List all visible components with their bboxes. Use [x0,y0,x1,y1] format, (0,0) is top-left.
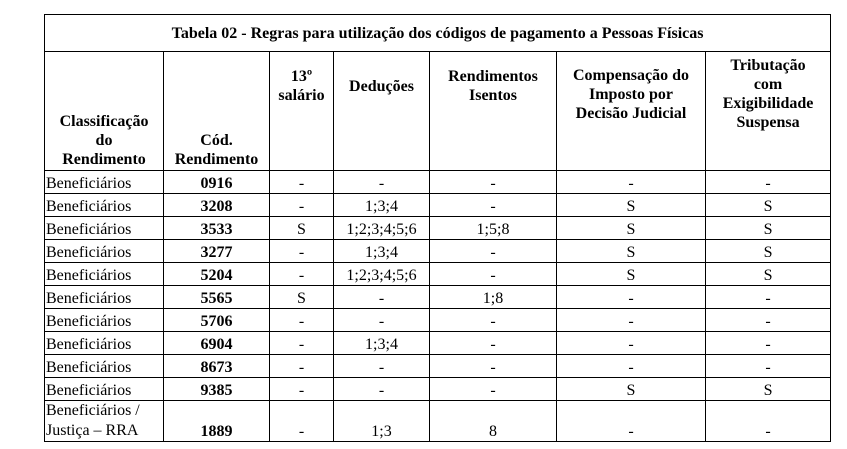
cell-deducoes: - [334,355,430,378]
cell-compensacao: - [557,309,706,332]
cell-rendimentos-isentos: 1;5;8 [430,217,557,240]
cell-decimo-terceiro: - [270,332,334,355]
cell-rendimentos-isentos: 8 [430,401,557,442]
header-classificacao: Classificação do Rendimento [45,52,164,171]
cell-compensacao: S [557,217,706,240]
cell-compensacao: S [557,194,706,217]
cell-classificacao: Beneficiários [45,171,164,194]
cell-tributacao: S [706,263,831,286]
header-deducoes: Deduções [334,52,430,171]
cell-codigo: 9385 [164,378,270,401]
cell-tributacao: - [706,355,831,378]
cell-deducoes: 1;3;4 [334,240,430,263]
cell-deducoes: 1;3 [334,401,430,442]
cell-decimo-terceiro: - [270,263,334,286]
cell-tributacao: S [706,378,831,401]
cell-classificacao: Beneficiários [45,355,164,378]
cell-codigo: 8673 [164,355,270,378]
cell-decimo-terceiro: - [270,171,334,194]
table-row [45,332,831,355]
cell-codigo: 3533 [164,217,270,240]
cell-deducoes: - [334,309,430,332]
cell-rendimentos-isentos: - [430,171,557,194]
cell-decimo-terceiro: - [270,355,334,378]
cell-rendimentos-isentos: - [430,194,557,217]
cell-deducoes: 1;2;3;4;5;6 [334,217,430,240]
cell-codigo: 5565 [164,286,270,309]
cell-decimo-terceiro: - [270,194,334,217]
header-row [45,52,831,171]
cell-codigo: 0916 [164,171,270,194]
cell-compensacao: - [557,355,706,378]
cell-decimo-terceiro: - [270,401,334,442]
cell-codigo: 5204 [164,263,270,286]
cell-deducoes: - [334,286,430,309]
cell-tributacao: S [706,194,831,217]
cell-rendimentos-isentos: - [430,240,557,263]
cell-classificacao: Beneficiários [45,263,164,286]
cell-rendimentos-isentos: - [430,263,557,286]
cell-tributacao: - [706,171,831,194]
table-row [45,401,831,442]
cell-codigo: 6904 [164,332,270,355]
header-tributacao: Tributação com Exigibilidade Suspensa [706,52,831,171]
cell-deducoes: 1;3;4 [334,332,430,355]
header-codigo: Cód. Rendimento [164,52,270,171]
cell-classificacao: Beneficiários [45,217,164,240]
cell-compensacao: - [557,332,706,355]
title-row [45,15,831,52]
cell-deducoes: 1;3;4 [334,194,430,217]
cell-tributacao: - [706,286,831,309]
payment-codes-rules-table [44,14,831,442]
cell-compensacao: - [557,171,706,194]
cell-tributacao: S [706,240,831,263]
cell-classificacao: Beneficiários [45,378,164,401]
table-row [45,217,831,240]
cell-compensacao: S [557,378,706,401]
cell-deducoes: 1;2;3;4;5;6 [334,263,430,286]
cell-compensacao: S [557,240,706,263]
cell-decimo-terceiro: - [270,378,334,401]
cell-deducoes: - [334,171,430,194]
cell-classificacao: Beneficiários [45,240,164,263]
cell-rendimentos-isentos: - [430,378,557,401]
cell-compensacao: - [557,286,706,309]
table-row [45,286,831,309]
table-row [45,355,831,378]
cell-rendimentos-isentos: 1;8 [430,286,557,309]
cell-codigo: 3277 [164,240,270,263]
cell-codigo: 3208 [164,194,270,217]
cell-rendimentos-isentos: - [430,355,557,378]
cell-codigo: 5706 [164,309,270,332]
table-row [45,378,831,401]
header-decimo-terceiro: 13º salário [270,52,334,171]
cell-classificacao: Beneficiários [45,286,164,309]
cell-decimo-terceiro: - [270,309,334,332]
cell-compensacao: S [557,263,706,286]
cell-compensacao: - [557,401,706,442]
cell-tributacao: - [706,332,831,355]
header-compensacao: Compensação do Imposto por Decisão Judicial [557,52,706,171]
cell-tributacao: - [706,401,831,442]
table-row [45,194,831,217]
cell-tributacao: S [706,217,831,240]
cell-classificacao: Beneficiários [45,332,164,355]
cell-classificacao: Beneficiários [45,309,164,332]
cell-tributacao: - [706,309,831,332]
table-title: Tabela 02 - Regras para utilização dos códigos de pagamento a Pessoas Físicas [45,15,831,52]
cell-decimo-terceiro: - [270,240,334,263]
table-row [45,240,831,263]
table-row [45,171,831,194]
cell-deducoes: - [334,378,430,401]
cell-decimo-terceiro: S [270,286,334,309]
cell-codigo: 1889 [164,401,270,442]
cell-rendimentos-isentos: - [430,309,557,332]
cell-rendimentos-isentos: - [430,332,557,355]
table-row [45,309,831,332]
cell-classificacao: Beneficiários [45,194,164,217]
cell-classificacao: Beneficiários / Justiça – RRA [45,401,164,442]
cell-decimo-terceiro: S [270,217,334,240]
header-rendimentos-isentos: Rendimentos Isentos [430,52,557,171]
table-row [45,263,831,286]
